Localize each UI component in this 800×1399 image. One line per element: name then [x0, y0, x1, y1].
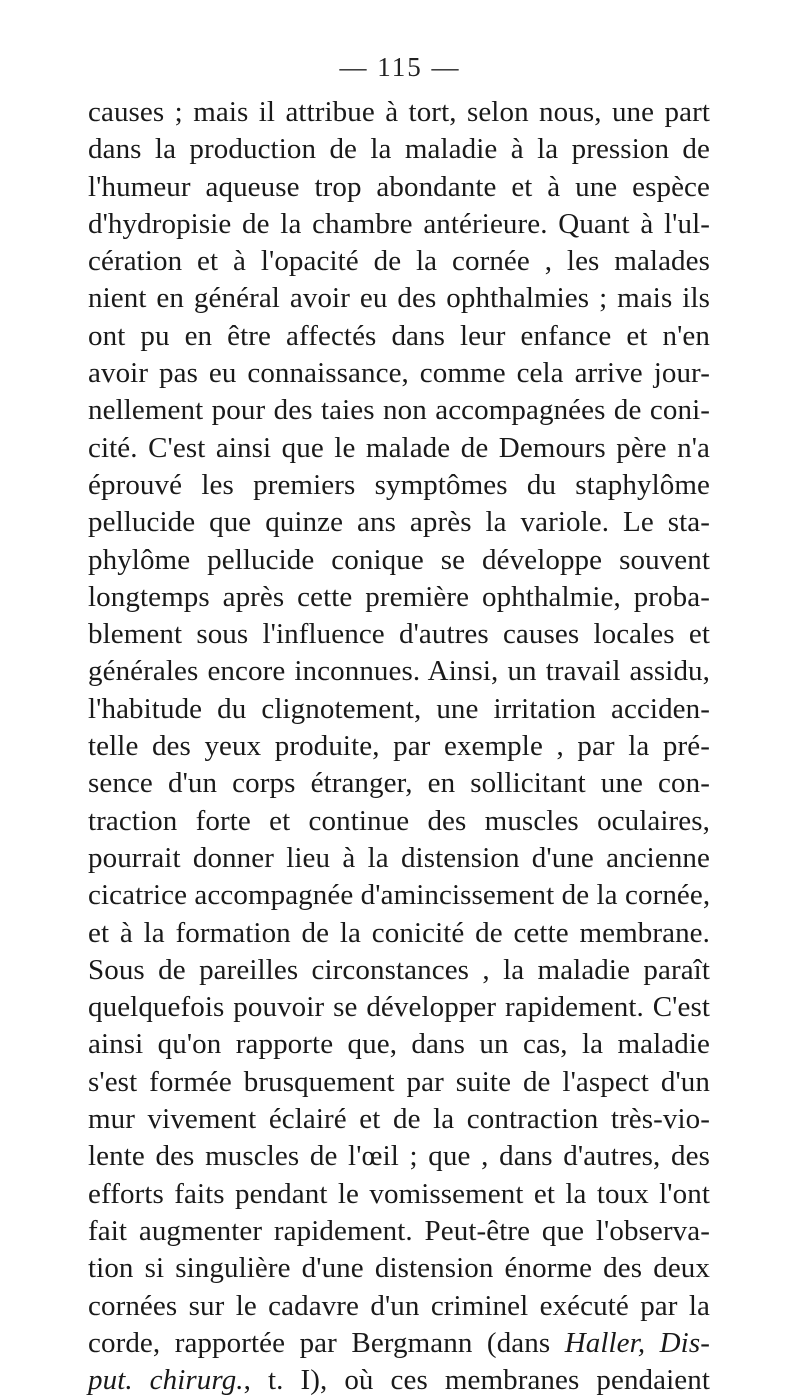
text-line — [88, 1325, 710, 1362]
text-line: traction forte et continue des muscles oculaires, — [88, 804, 710, 837]
text-line: pourrait donner lieu à la distension d'une ancienne — [88, 841, 710, 874]
text-line: l'habitude du clignotement, une irritation acciden- — [88, 692, 710, 725]
text-line: Sous de pareilles circonstances , la maladie paraît — [88, 953, 710, 986]
text-line: cornées sur le cadavre d'un criminel exécuté par la — [88, 1289, 710, 1322]
text-line: mur vivement éclairé et de la contraction très-vio- — [88, 1103, 710, 1136]
text-line: tion si singulière d'une distension énorme des deux — [88, 1252, 710, 1285]
text-line: éprouvé les premiers symptômes du staphylôme — [88, 468, 710, 501]
text-line: nellement pour des taies non accompagnées de coni- — [88, 394, 710, 427]
text-line: l'humeur aqueuse trop abondante et à une espèce — [88, 170, 710, 203]
text-line: cicatrice accompagnée d'amincissement de la cornée, — [88, 879, 711, 912]
text-line: efforts faits pendant le vomissement et la toux l'ont — [88, 1177, 710, 1210]
text-line: cération et à l'opacité de la cornée , les malades — [88, 245, 710, 278]
text-line: lente des muscles de l'œil ; que , dans d'autres, des — [88, 1140, 710, 1173]
text-line: longtemps après cette première ophthalmie, proba- — [88, 580, 710, 613]
text-segment: corde, rapportée par Bergmann (dans — [88, 1326, 565, 1359]
text-line: et à la formation de la conicité de cette membrane. — [88, 916, 710, 949]
text-line: ainsi qu'on rapporte que, dans un cas, la maladie — [88, 1028, 710, 1061]
text-line: fait augmenter rapidement. Peut-être que l'observa- — [88, 1214, 710, 1247]
text-line: causes ; mais il attribue à tort, selon nous, une part — [88, 96, 710, 128]
italic-citation: put. chirurg. — [88, 1364, 244, 1397]
text-line: d'hydropisie de la chambre antérieure. Quant à l'ul- — [88, 207, 710, 240]
body-text — [88, 94, 710, 1399]
page-number: — 115 — — [339, 52, 461, 82]
text-line: générales encore inconnues. Ainsi, un travail assidu, — [88, 655, 710, 688]
text-line: blement sous l'influence d'autres causes locales et — [88, 618, 710, 651]
text-line: pellucide que quinze ans après la variole. Le sta- — [88, 506, 710, 539]
text-line: s'est formée brusquement par suite de l'aspect d'un — [88, 1065, 710, 1098]
text-line: quelquefois pouvoir se développer rapidement. C'est — [88, 991, 710, 1024]
text-line: nient en général avoir eu des ophthalmies ; mais ils — [88, 282, 710, 315]
text-line: dans la production de la maladie à la pression de — [88, 133, 710, 166]
italic-citation: Haller, Dis- — [564, 1326, 710, 1359]
text-line — [88, 1362, 710, 1399]
text-line: cité. C'est ainsi que le malade de Demours père n'a — [88, 431, 710, 464]
text-line: sence d'un corps étranger, en sollicitant une con- — [88, 767, 710, 800]
text-segment: , t. I), où ces membranes pendaient — [243, 1364, 710, 1397]
text-line: telle des yeux produite, par exemple , par la pré- — [88, 730, 710, 763]
text-line: phylôme pellucide conique se développe souvent — [88, 543, 710, 576]
text-line: avoir pas eu connaissance, comme cela arrive jour- — [88, 357, 710, 390]
text-line: ont pu en être affectés dans leur enfance et n'en — [88, 319, 710, 352]
